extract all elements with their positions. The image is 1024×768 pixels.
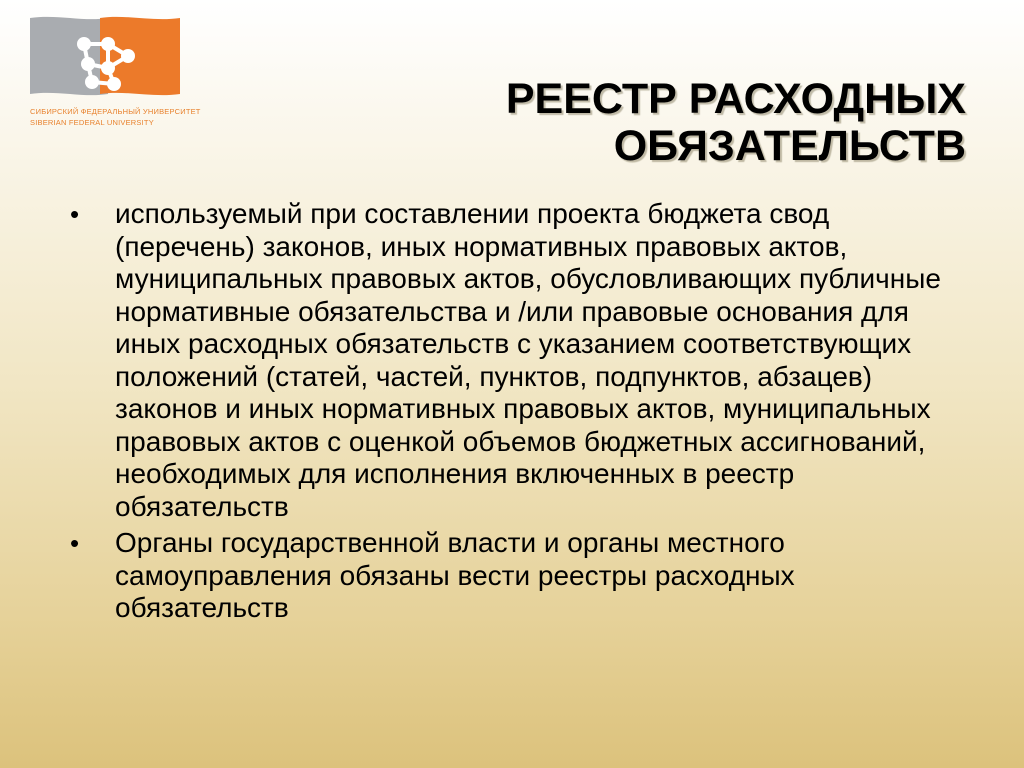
bullet-marker: •: [70, 528, 80, 558]
slide-title-line-1: РЕЕСТР РАСХОДНЫХ: [505, 75, 966, 123]
logo-caption: [30, 106, 201, 128]
logo-caption-russian: СИБИРСКИЙ ФЕДЕРАЛЬНЫЙ УНИВЕРСИТЕТ: [30, 107, 201, 116]
bullet-text: используемый при составлении проекта бюджета свод (перечень) законов, иных нормативных правовых актов, муниципальных правовых актов, обусловливающих публичные нормативные обязательства и /или правовые основания для иных расходных обязательств с указанием соответствующих положений (статей, частей, пунктов, подпунктов, абзацев) законов и иных нормативных правовых актов, муниципальных правовых актов с оценкой объемов бюджетных ассигнований, необходимых для исполнения включенных в реестр обязательств: [115, 198, 941, 522]
bullet-text: Органы государственной власти и органы местного самоуправления обязаны вести реестры расходных обязательств: [115, 527, 795, 623]
bullet-list: [70, 198, 970, 625]
logo-caption-english: SIBERIAN FEDERAL UNIVERSITY: [30, 118, 154, 127]
university-logo: [28, 14, 201, 130]
slide-title-line-2: ОБЯЗАТЕЛЬСТВ: [613, 122, 966, 170]
bullet-item: [70, 527, 970, 625]
bullet-marker: •: [70, 199, 80, 229]
slide-title: [346, 76, 966, 170]
sfu-emblem-icon: [28, 14, 184, 106]
bullet-item: [70, 198, 970, 523]
